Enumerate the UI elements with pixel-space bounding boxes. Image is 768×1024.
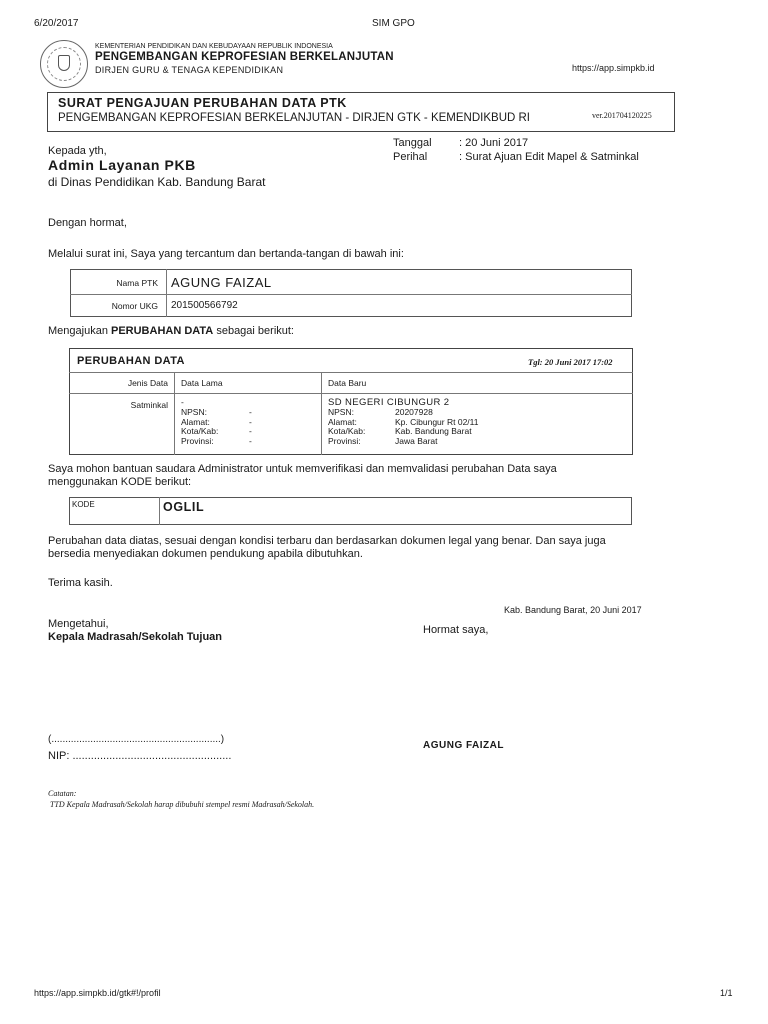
tanggal-label: Tanggal xyxy=(393,137,432,149)
old-field-label: NPSN: xyxy=(181,407,207,417)
closing-line-2: bersedia menyediakan dokumen pendukung apabila dibutuhkan. xyxy=(48,548,363,560)
col-type-header: Jenis Data xyxy=(127,378,168,388)
closing-line-1: Perubahan data diatas, sesuai dengan kondisi terbaru dan berdasarkan dokumen legal yang benar. Dan saya juga xyxy=(48,535,606,547)
recipient-name: Admin Layanan PKB xyxy=(48,157,196,173)
directorate-name: DIRJEN GURU & TENAGA KEPENDIDIKAN xyxy=(95,65,284,75)
ack-label: Mengetahui, xyxy=(48,618,109,630)
request-line-1: Saya mohon bantuan saudara Administrator untuk memverifikasi dan memvalidasi perubahan Data saya xyxy=(48,463,557,475)
new-field-value: Kab. Bandung Barat xyxy=(395,426,472,436)
changes-header-divider xyxy=(69,372,633,373)
blank-name-line: (.............................................................) xyxy=(48,734,225,745)
notes-text: TTD Kepala Madrasah/Sekolah harap dibubuhi stempel resmi Madrasah/Sekolah. xyxy=(50,800,315,809)
submission-prefix: Mengajukan xyxy=(48,325,108,337)
new-name: SD NEGERI CIBUNGUR 2 xyxy=(328,397,450,408)
new-field-label: NPSN: xyxy=(328,407,354,417)
perihal-label: Perihal xyxy=(393,151,428,163)
perihal-value: : Surat Ajuan Edit Mapel & Satminkal xyxy=(459,151,639,163)
changes-col-divider-1 xyxy=(174,372,175,455)
changes-column-divider xyxy=(69,393,633,394)
nip-line: NIP: .................................................... xyxy=(48,750,232,762)
new-field-value: Jawa Barat xyxy=(395,435,438,446)
place-date: Kab. Bandung Barat, 20 Juni 2017 xyxy=(504,605,642,615)
program-name: PENGEMBANGAN KEPROFESIAN BERKELANJUTAN xyxy=(95,51,394,63)
footer-page-number: 1/1 xyxy=(720,988,733,998)
new-field-label: Provinsi: xyxy=(328,435,361,446)
code-box xyxy=(69,497,632,525)
submission-suffix: sebagai berikut: xyxy=(216,325,294,337)
old-field-label: Provinsi: xyxy=(181,435,214,446)
submission-line xyxy=(48,325,294,337)
old-name: - xyxy=(181,397,184,407)
code-col-divider xyxy=(159,497,160,525)
name-label: Nama PTK xyxy=(116,278,158,288)
code-value: OGLIL xyxy=(163,500,205,514)
identity-row-divider xyxy=(70,294,632,295)
col-old-header: Data Lama xyxy=(181,378,223,388)
new-field-row xyxy=(328,437,478,447)
old-field-value: - xyxy=(249,407,252,417)
recipient-greeting: Kepada yth, xyxy=(48,145,107,157)
ukg-label: Nomor UKG xyxy=(111,301,158,311)
version-label: ver.201704120225 xyxy=(592,111,652,120)
old-field-row xyxy=(181,437,252,447)
col-new-header: Data Baru xyxy=(328,378,367,388)
ministry-logo-icon xyxy=(40,40,88,88)
regards-text: Hormat saya, xyxy=(423,624,489,636)
old-field-label: Kota/Kab: xyxy=(181,426,219,436)
changes-heading: PERUBAHAN DATA xyxy=(77,355,185,367)
document-subtitle: PENGEMBANGAN KEPROFESIAN BERKELANJUTAN - DIRJEN GTK - KEMENDIKBUD RI xyxy=(58,112,530,124)
old-fields xyxy=(181,408,252,446)
new-field-label: Kota/Kab: xyxy=(328,426,366,436)
new-field-value: 20207928 xyxy=(395,407,433,417)
tanggal-value: : 20 Juni 2017 xyxy=(459,137,529,149)
ack-title: Kepala Madrasah/Sekolah Tujuan xyxy=(48,631,223,643)
notes-label: Catatan: xyxy=(48,789,77,798)
identity-col-divider xyxy=(166,269,167,317)
old-field-label: Alamat: xyxy=(181,416,210,427)
thanks-text: Terima kasih. xyxy=(48,577,113,589)
old-field-value: - xyxy=(249,435,252,446)
changes-col-divider-2 xyxy=(321,372,322,455)
new-fields xyxy=(328,408,478,446)
salutation: Dengan hormat, xyxy=(48,217,127,229)
name-value: AGUNG FAIZAL xyxy=(171,275,272,290)
request-line-2: menggunakan KODE berikut: xyxy=(48,476,192,488)
intro-text: Melalui surat ini, Saya yang tercantum dan bertanda-tangan di bawah ini: xyxy=(48,248,404,260)
submission-bold: PERUBAHAN DATA xyxy=(111,325,214,337)
old-field-value: - xyxy=(249,416,252,427)
print-page-title: SIM GPO xyxy=(372,18,415,29)
old-field-value: - xyxy=(249,426,252,436)
changes-timestamp: Tgl: 20 Juni 2017 17:02 xyxy=(528,357,613,367)
row-type: Satminkal xyxy=(130,400,168,410)
code-label: KODE xyxy=(72,500,95,509)
site-url: https://app.simpkb.id xyxy=(572,63,655,73)
ukg-value: 201500566792 xyxy=(171,300,238,311)
recipient-location: di Dinas Pendidikan Kab. Bandung Barat xyxy=(48,175,266,189)
signer-name: AGUNG FAIZAL xyxy=(423,740,504,751)
new-field-label: Alamat: xyxy=(328,416,357,427)
print-date: 6/20/2017 xyxy=(34,18,79,29)
ministry-name: KEMENTERIAN PENDIDIKAN DAN KEBUDAYAAN REPUBLIK INDONESIA xyxy=(95,43,333,50)
new-field-value: Kp. Cibungur Rt 02/11 xyxy=(395,416,479,427)
document-title: SURAT PENGAJUAN PERUBAHAN DATA PTK xyxy=(58,96,347,110)
footer-url: https://app.simpkb.id/gtk#!/profil xyxy=(34,988,161,998)
